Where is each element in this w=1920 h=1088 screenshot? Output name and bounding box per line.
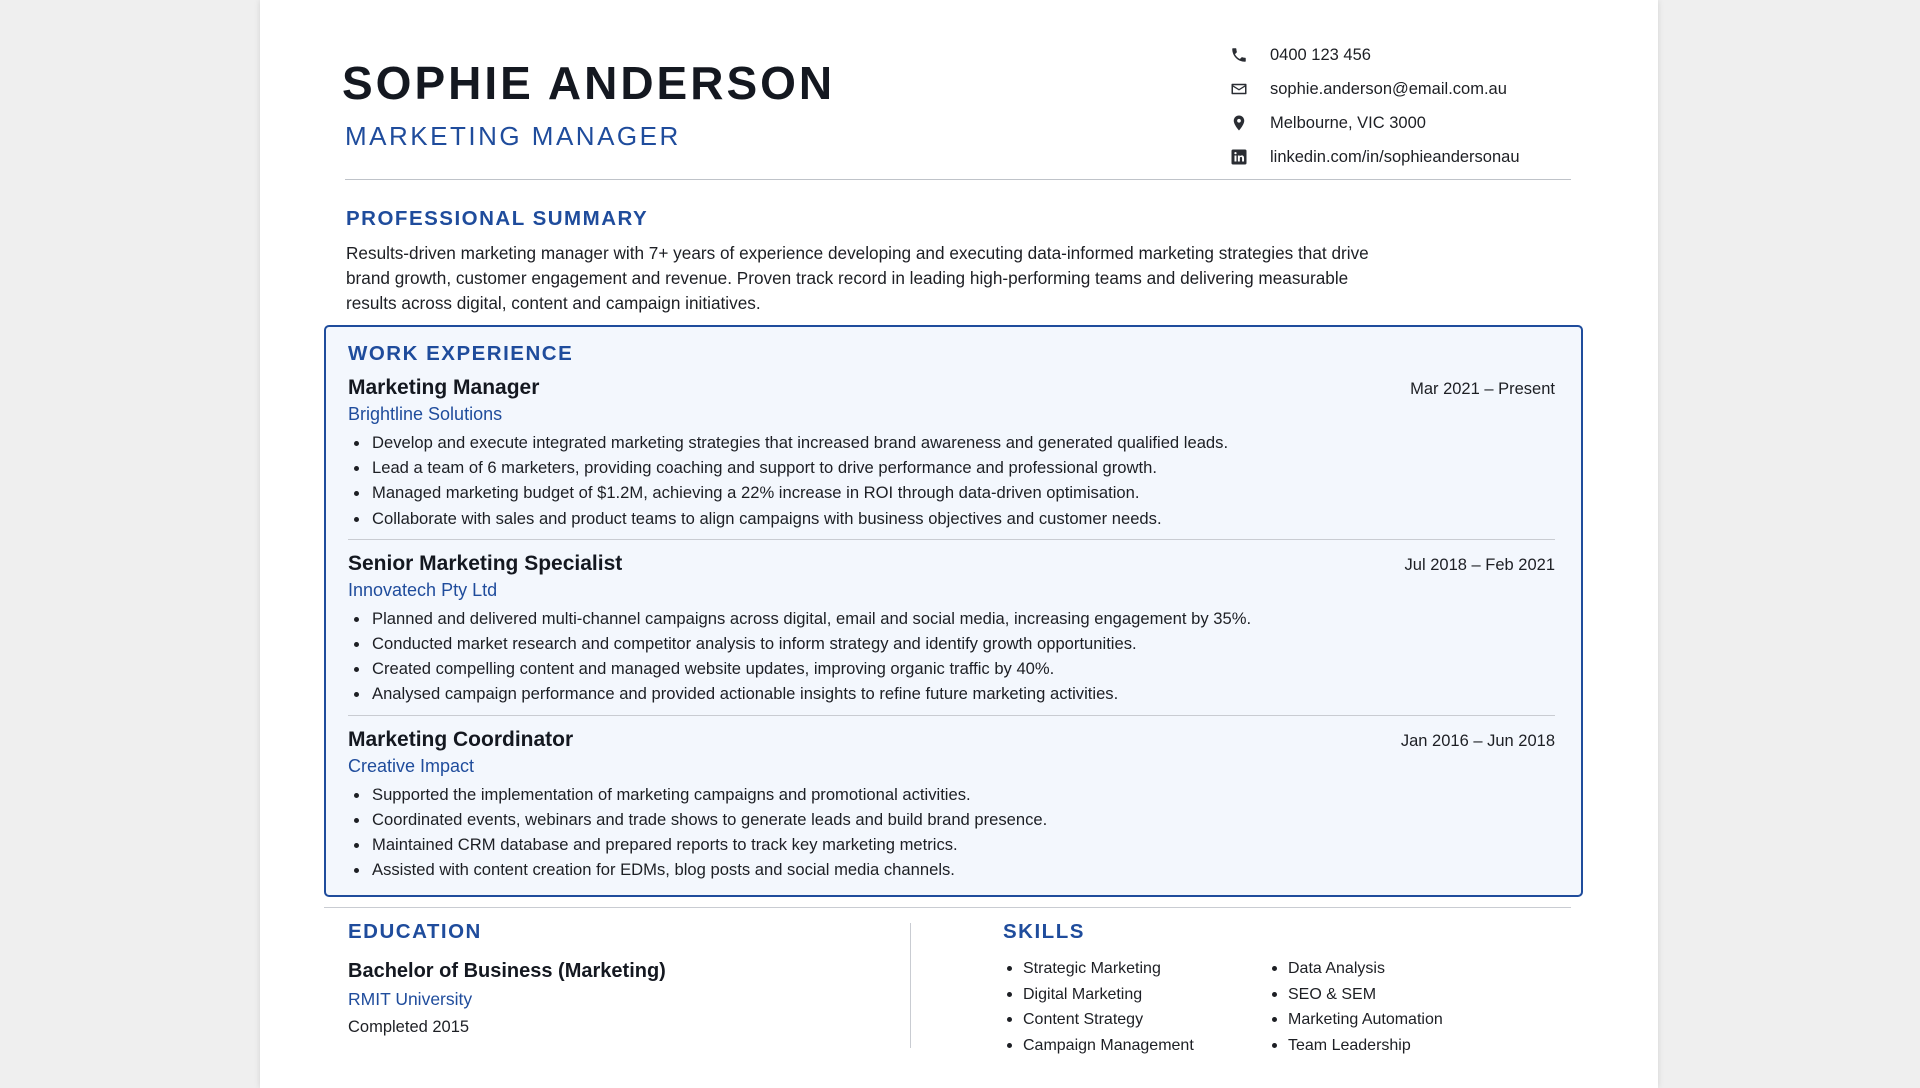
list-item: Supported the implementation of marketing campaigns and promotional activities. <box>348 782 1555 807</box>
education-school: RMIT University <box>348 989 473 1009</box>
job-entry <box>348 376 1555 531</box>
summary-heading: PROFESSIONAL SUMMARY <box>346 207 649 230</box>
job-company: Creative Impact <box>348 755 475 776</box>
job-entry <box>348 552 1555 707</box>
contact-phone <box>1230 38 1520 72</box>
summary-text: Results-driven marketing manager with 7+ years of experience developing and executing data-informed marketing strategies that drive brand growth, customer engagement and revenue. Proven track record in leading high-performing teams and delivering measurable results across digital, content and campaign initiatives. <box>346 243 1369 313</box>
job-bullets <box>348 430 1555 531</box>
job-dates: Jul 2018 – Feb 2021 <box>1404 555 1555 574</box>
skill-item: Marketing Automation <box>1268 1007 1533 1033</box>
list-item: Maintained CRM database and prepared reports to track key marketing metrics. <box>348 832 1555 857</box>
list-item: Coordinated events, webinars and trade shows to generate leads and build brand presence. <box>348 807 1555 832</box>
contact-location-text: Melbourne, VIC 3000 <box>1270 113 1426 132</box>
job-divider <box>348 539 1555 540</box>
job-company: Innovatech Pty Ltd <box>348 579 498 600</box>
skills-section <box>1003 920 1563 1058</box>
job-bullets <box>348 782 1555 883</box>
resume-page <box>260 0 1658 1088</box>
list-item: Analysed campaign performance and provided actionable insights to refine future marketing activities. <box>348 681 1555 706</box>
phone-icon <box>1230 46 1248 64</box>
job-dates: Mar 2021 – Present <box>1410 380 1555 398</box>
list-item: Collaborate with sales and product teams to align campaigns with business objectives and customer needs. <box>348 506 1555 531</box>
header-divider <box>345 179 1571 180</box>
job-entry <box>348 728 1555 883</box>
list-item: Managed marketing budget of $1.2M, achieving a 22% increase in ROI through data-driven optimisation. <box>348 480 1555 505</box>
contact-email <box>1230 72 1520 106</box>
education-degree: Bachelor of Business (Marketing) <box>348 960 666 982</box>
job-bullets <box>348 606 1555 707</box>
professional-summary-section <box>346 207 1386 316</box>
job-title: Senior Marketing Specialist <box>348 551 623 575</box>
list-item: Created compelling content and managed website updates, improving organic traffic by 40%. <box>348 656 1555 681</box>
work-experience-section <box>324 325 1583 897</box>
work-heading: WORK EXPERIENCE <box>348 342 574 365</box>
skills-column-2 <box>1268 956 1533 1058</box>
contact-email-text[interactable]: sophie.anderson@email.com.au <box>1270 79 1507 98</box>
job-dates: Jan 2016 – Jun 2018 <box>1400 731 1555 750</box>
skill-item: Data Analysis <box>1268 956 1533 982</box>
candidate-name: SOPHIE ANDERSON <box>342 57 836 109</box>
section-divider <box>324 907 1571 908</box>
list-item: Assisted with content creation for EDMs, blog posts and social media channels. <box>348 857 1555 882</box>
job-company: Brightline Solutions <box>348 404 503 424</box>
email-icon <box>1230 80 1248 98</box>
skills-column-1 <box>1003 956 1268 1058</box>
job-title: Marketing Coordinator <box>348 727 574 751</box>
candidate-role: MARKETING MANAGER <box>345 121 681 151</box>
column-divider <box>910 923 911 1048</box>
list-item: Lead a team of 6 marketers, providing coaching and support to drive performance and professional growth. <box>348 455 1555 480</box>
contact-block <box>1230 38 1520 174</box>
job-divider <box>348 715 1555 716</box>
skills-heading: SKILLS <box>1003 920 1085 943</box>
job-title: Marketing Manager <box>348 376 540 399</box>
skill-item: Team Leadership <box>1268 1033 1533 1059</box>
education-section <box>348 920 848 1037</box>
skill-item: SEO & SEM <box>1268 982 1533 1008</box>
skill-item: Digital Marketing <box>1003 982 1268 1008</box>
skill-item: Content Strategy <box>1003 1007 1268 1033</box>
list-item: Planned and delivered multi-channel campaigns across digital, email and social media, increasing engagement by 35%. <box>348 606 1555 631</box>
skill-item: Strategic Marketing <box>1003 956 1268 982</box>
contact-linkedin <box>1230 140 1520 174</box>
skill-item: Campaign Management <box>1003 1033 1268 1059</box>
education-completed: Completed 2015 <box>348 1018 470 1036</box>
location-pin-icon <box>1230 114 1248 132</box>
linkedin-icon <box>1230 148 1248 166</box>
contact-linkedin-text[interactable]: linkedin.com/in/sophieandersonau <box>1270 147 1520 166</box>
contact-phone-text[interactable]: 0400 123 456 <box>1270 45 1371 64</box>
list-item: Conducted market research and competitor analysis to inform strategy and identify growth opportunities. <box>348 631 1555 656</box>
list-item: Develop and execute integrated marketing strategies that increased brand awareness and generated qualified leads. <box>348 430 1555 455</box>
contact-location <box>1230 106 1520 140</box>
education-heading: EDUCATION <box>348 920 482 943</box>
